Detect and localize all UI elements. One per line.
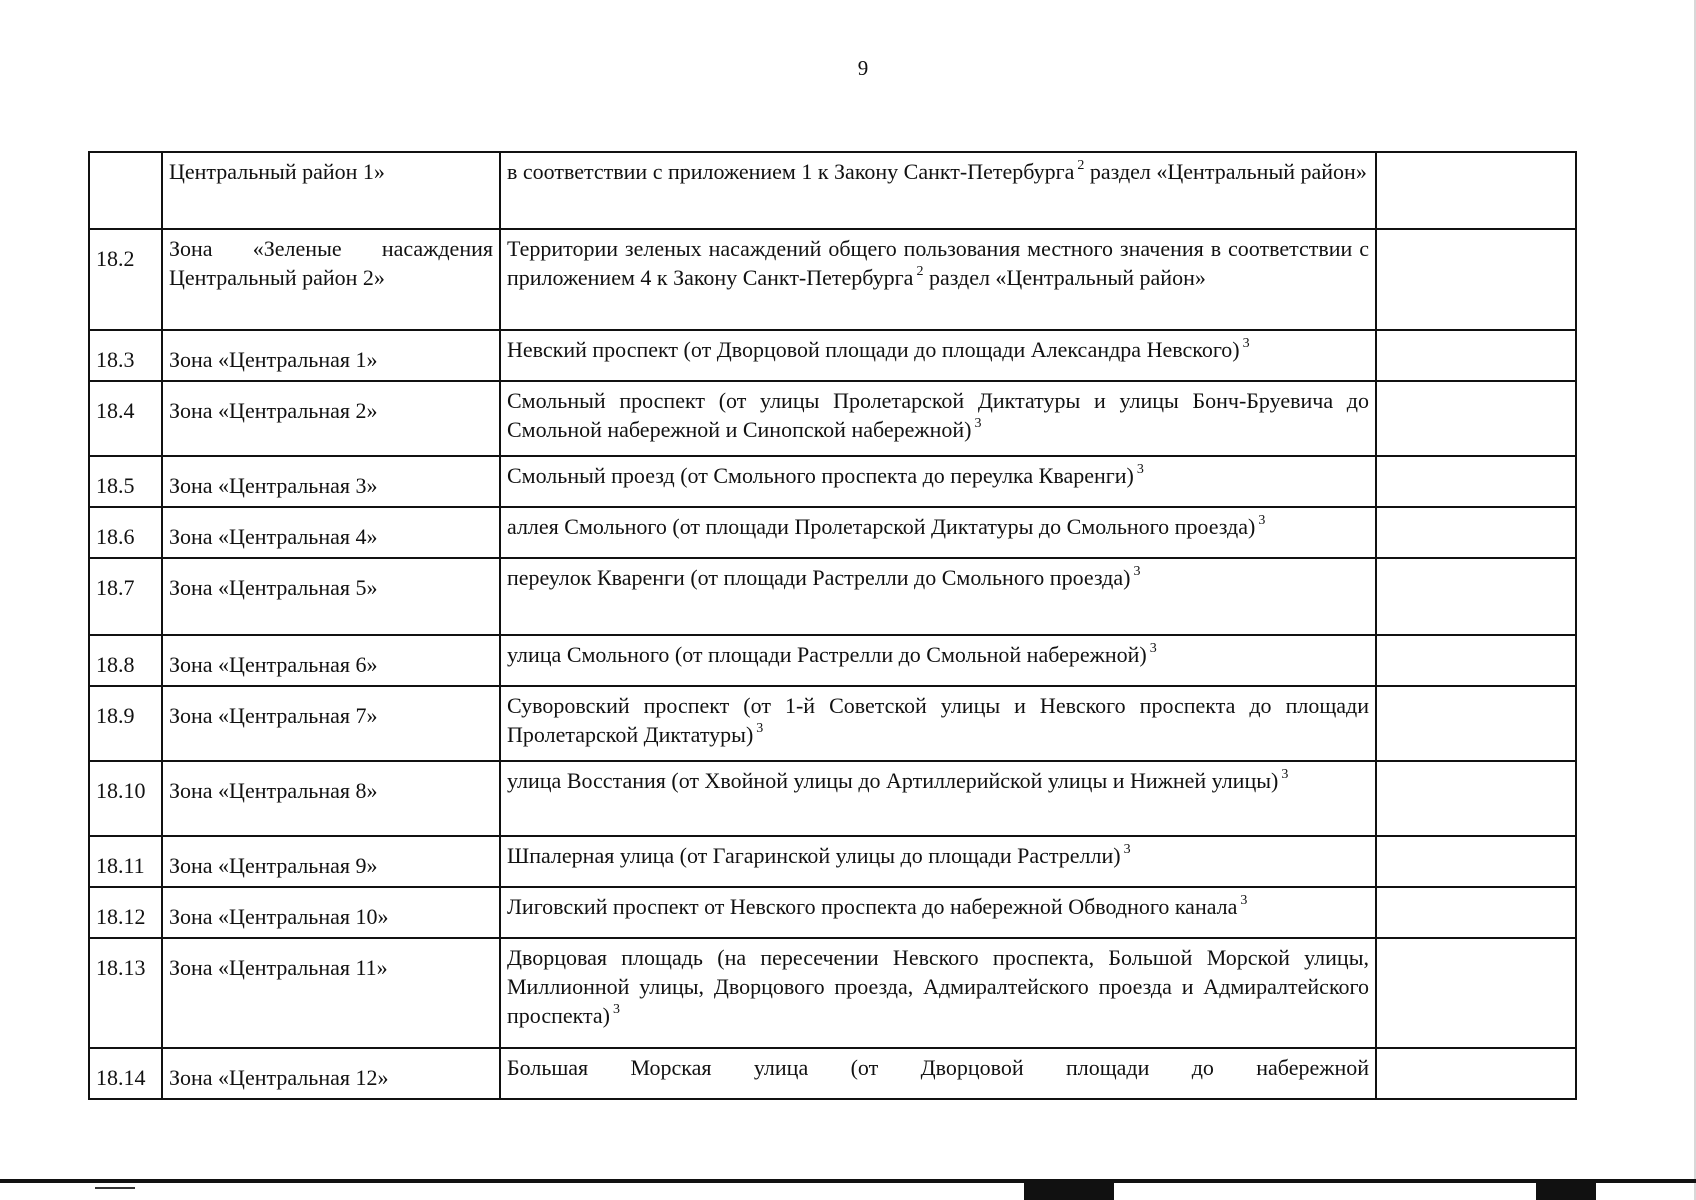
row-number: 18.8 bbox=[89, 635, 162, 686]
scan-block-2 bbox=[1536, 1181, 1596, 1200]
row-number: 18.4 bbox=[89, 381, 162, 456]
empty-cell bbox=[1376, 330, 1576, 381]
description-text: Смольный проспект (от улицы Пролетарской Диктатуры и улицы Бонч-Бруевича до Смольной набережной и Синопской набережной) bbox=[507, 388, 1369, 442]
table-row bbox=[89, 686, 1576, 761]
zone-description bbox=[500, 1048, 1376, 1099]
row-number: 18.5 bbox=[89, 456, 162, 507]
footnote-ref: 2 bbox=[916, 263, 924, 279]
description-text: Смольный проезд (от Смольного проспекта до переулка Кваренги) bbox=[507, 463, 1134, 488]
table-row bbox=[89, 381, 1576, 456]
table-row bbox=[89, 229, 1576, 330]
description-text: переулок Кваренги (от площади Растрелли до Смольного проезда) bbox=[507, 565, 1131, 590]
description-text: Лиговский проспект от Невского проспекта до набережной Обводного канала bbox=[507, 894, 1238, 919]
table-row bbox=[89, 761, 1576, 836]
footnote-ref: 3 bbox=[1123, 841, 1131, 857]
row-number: 18.14 bbox=[89, 1048, 162, 1099]
zone-description bbox=[500, 887, 1376, 938]
description-text: Большая Морская улица (от Дворцовой площади до набережной bbox=[507, 1055, 1369, 1080]
description-text: аллея Смольного (от площади Пролетарской Диктатуры до Смольного проезда) bbox=[507, 514, 1256, 539]
zone-description bbox=[500, 507, 1376, 558]
zone-name: Зона «Центральная 12» bbox=[162, 1048, 500, 1099]
description-text: Шпалерная улица (от Гагаринской улицы до площади Растрелли) bbox=[507, 843, 1121, 868]
zone-description bbox=[500, 686, 1376, 761]
zone-description bbox=[500, 938, 1376, 1048]
zone-description bbox=[500, 229, 1376, 330]
zone-description bbox=[500, 635, 1376, 686]
description-text: Дворцовая площадь (на пересечении Невского проспекта, Большой Морской улицы, Миллионной улицы, Дворцового проезда, Адмиралтейского проезда и Адмиралтейского проспекта) bbox=[507, 945, 1369, 1028]
empty-cell bbox=[1376, 761, 1576, 836]
empty-cell bbox=[1376, 836, 1576, 887]
zone-name: Центральный район 1» bbox=[162, 152, 500, 229]
table-row bbox=[89, 330, 1576, 381]
footnote-ref: 2 bbox=[1077, 157, 1085, 173]
scan-mark bbox=[95, 1187, 135, 1189]
zone-name: Зона «Центральная 10» bbox=[162, 887, 500, 938]
footnote-ref: 3 bbox=[1240, 892, 1248, 908]
description-text: улица Смольного (от площади Растрелли до Смольной набережной) bbox=[507, 642, 1147, 667]
table-row bbox=[89, 938, 1576, 1048]
row-number: 18.10 bbox=[89, 761, 162, 836]
zone-description bbox=[500, 558, 1376, 635]
zone-name: Зона «Центральная 4» bbox=[162, 507, 500, 558]
zone-description bbox=[500, 836, 1376, 887]
zone-name: Зона «Зеленые насаждения Центральный район 2» bbox=[162, 229, 500, 330]
zone-description bbox=[500, 381, 1376, 456]
empty-cell bbox=[1376, 938, 1576, 1048]
table-row bbox=[89, 507, 1576, 558]
row-number: 18.9 bbox=[89, 686, 162, 761]
table-row bbox=[89, 887, 1576, 938]
row-number: 18.7 bbox=[89, 558, 162, 635]
zone-name: Зона «Центральная 8» bbox=[162, 761, 500, 836]
zone-name: Зона «Центральная 3» bbox=[162, 456, 500, 507]
table-row bbox=[89, 836, 1576, 887]
description-text: Суворовский проспект (от 1-й Советской улицы и Невского проспекта до площади Пролетарской Диктатуры) bbox=[507, 693, 1369, 747]
empty-cell bbox=[1376, 686, 1576, 761]
table-row bbox=[89, 456, 1576, 507]
footnote-ref: 3 bbox=[1149, 640, 1157, 656]
footnote-ref: 3 bbox=[1242, 335, 1250, 351]
table-row bbox=[89, 1048, 1576, 1099]
description-text: Территории зеленых насаждений общего пользования местного значения в соответствии с приложением 4 к Закону Санкт-Петербурга bbox=[507, 236, 1369, 290]
zone-description bbox=[500, 152, 1376, 229]
footnote-ref: 3 bbox=[974, 415, 982, 431]
page-number: 9 bbox=[857, 56, 869, 80]
zone-description bbox=[500, 330, 1376, 381]
zones-table bbox=[88, 151, 1577, 1100]
row-number: 18.2 bbox=[89, 229, 162, 330]
zone-description bbox=[500, 761, 1376, 836]
empty-cell bbox=[1376, 507, 1576, 558]
zone-name: Зона «Центральная 7» bbox=[162, 686, 500, 761]
row-number bbox=[89, 152, 162, 229]
empty-cell bbox=[1376, 887, 1576, 938]
empty-cell bbox=[1376, 1048, 1576, 1099]
footnote-ref: 3 bbox=[1133, 563, 1141, 579]
row-number: 18.13 bbox=[89, 938, 162, 1048]
empty-cell bbox=[1376, 381, 1576, 456]
table-row bbox=[89, 635, 1576, 686]
table-row bbox=[89, 152, 1576, 229]
zone-name: Зона «Центральная 6» bbox=[162, 635, 500, 686]
zone-description bbox=[500, 456, 1376, 507]
empty-cell bbox=[1376, 558, 1576, 635]
description-text: улица Восстания (от Хвойной улицы до Артиллерийской улицы и Нижней улицы) bbox=[507, 768, 1279, 793]
description-text-after: раздел «Центральный район» bbox=[923, 265, 1206, 290]
zone-name: Зона «Центральная 1» bbox=[162, 330, 500, 381]
empty-cell bbox=[1376, 456, 1576, 507]
zone-name: Зона «Центральная 5» bbox=[162, 558, 500, 635]
footnote-ref: 3 bbox=[756, 720, 764, 736]
zone-name: Зона «Центральная 2» bbox=[162, 381, 500, 456]
empty-cell bbox=[1376, 229, 1576, 330]
footnote-ref: 3 bbox=[613, 1001, 620, 1017]
zone-name: Зона «Центральная 11» bbox=[162, 938, 500, 1048]
description-text-after: раздел «Центральный район» bbox=[1084, 159, 1367, 184]
row-number: 18.11 bbox=[89, 836, 162, 887]
row-number: 18.6 bbox=[89, 507, 162, 558]
footnote-ref: 3 bbox=[1136, 461, 1144, 477]
empty-cell bbox=[1376, 152, 1576, 229]
scan-bottom-bar bbox=[0, 1179, 1696, 1183]
footnote-ref: 3 bbox=[1258, 512, 1266, 528]
scan-block-1 bbox=[1024, 1181, 1114, 1200]
description-text: в соответствии с приложением 1 к Закону Санкт-Петербурга bbox=[507, 159, 1075, 184]
empty-cell bbox=[1376, 635, 1576, 686]
zone-name: Зона «Центральная 9» bbox=[162, 836, 500, 887]
row-number: 18.12 bbox=[89, 887, 162, 938]
table-row bbox=[89, 558, 1576, 635]
footnote-ref: 3 bbox=[1281, 766, 1289, 782]
row-number: 18.3 bbox=[89, 330, 162, 381]
description-text: Невский проспект (от Дворцовой площади до площади Александра Невского) bbox=[507, 337, 1240, 362]
